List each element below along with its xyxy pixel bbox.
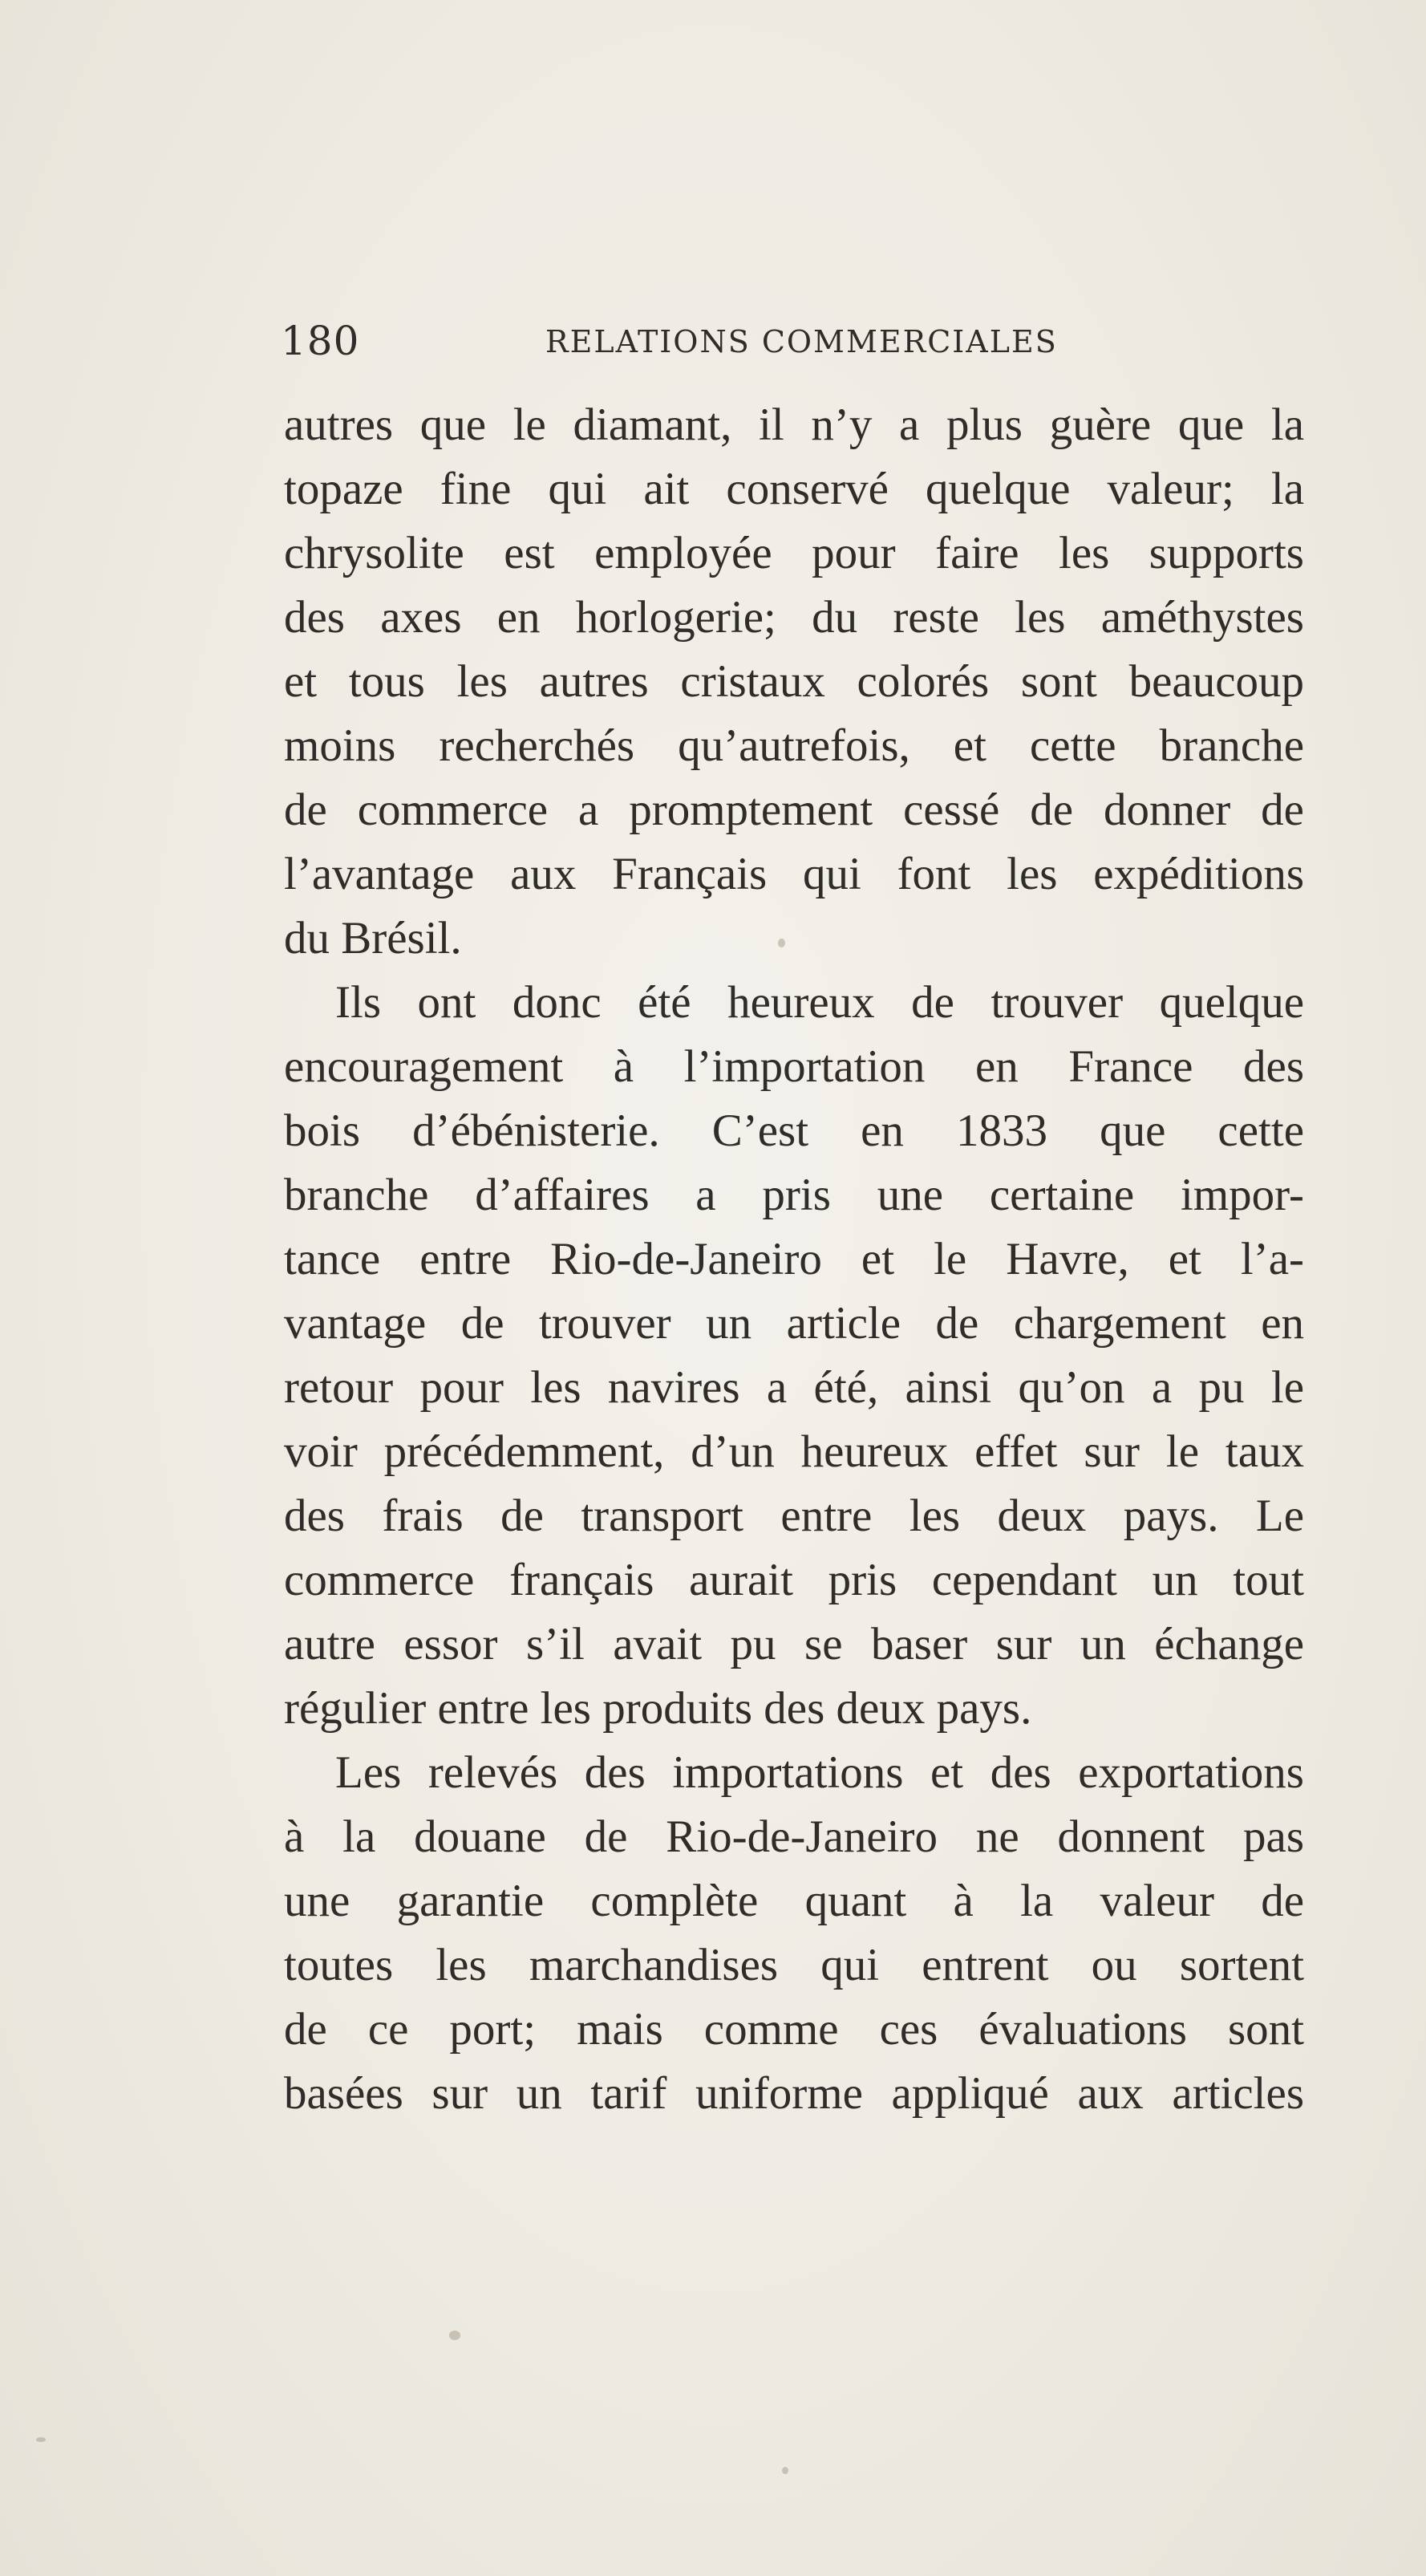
running-title: RELATIONS COMMERCIALES [545,324,1058,359]
page-number: 180 [281,318,360,364]
text-line: de ce port; mais comme ces évaluations sont [284,2004,1304,2055]
text-line: de commerce a promptement cessé de donner de [284,785,1304,835]
text-line: topaze fine qui ait conservé quelque valeur; la [284,464,1304,514]
text-line: moins recherchés qu’autrefois, et cette branche [284,720,1304,771]
text-line: et tous les autres cristaux colorés sont beaucoup [284,656,1304,707]
text-line: chrysolite est employée pour faire les supports [284,528,1304,578]
text-line: basées sur un tarif uniforme appliqué aux articles [284,2068,1304,2119]
text-line: du Brésil. [284,913,462,963]
text-line: retour pour les navires a été, ainsi qu’on a pu le [284,1362,1304,1413]
text-line: Ils ont donc été heureux de trouver quelque [335,977,1304,1028]
text-line: des frais de transport entre les deux pays. Le [284,1491,1304,1541]
text-line: voir précédemment, d’un heureux effet sur le taux [284,1426,1304,1477]
text-line: vantage de trouver un article de chargement en [284,1298,1304,1349]
text-line: l’avantage aux Français qui font les expéditions [284,849,1304,899]
text-line: encouragement à l’importation en France des [284,1041,1304,1092]
paper-speck [36,2437,46,2442]
text-line: branche d’affaires a pris une certaine impor- [284,1170,1304,1220]
text-line: autres que le diamant, il n’y a plus guère que la [284,400,1304,450]
text-line: des axes en horlogerie; du reste les améthystes [284,592,1304,643]
text-line: bois d’ébénisterie. C’est en 1833 que cette [284,1105,1304,1156]
text-line: une garantie complète quant à la valeur de [284,1876,1304,1926]
text-line: commerce français aurait pris cependant un tout [284,1555,1304,1605]
text-line: à la douane de Rio-de-Janeiro ne donnent pas [284,1811,1304,1862]
paper-speck [449,2331,460,2340]
page-header [281,313,1311,369]
paper-speck [782,2467,788,2474]
body-text [284,393,1304,2126]
text-line: toutes les marchandises qui entrent ou sortent [284,1940,1304,1990]
text-line: tance entre Rio-de-Janeiro et le Havre, et l’a- [284,1234,1304,1284]
text-line: autre essor s’il avait pu se baser sur un échange [284,1619,1304,1669]
text-line: régulier entre les produits des deux pays. [284,1683,1032,1734]
text-line: Les relevés des importations et des exportations [335,1747,1304,1798]
